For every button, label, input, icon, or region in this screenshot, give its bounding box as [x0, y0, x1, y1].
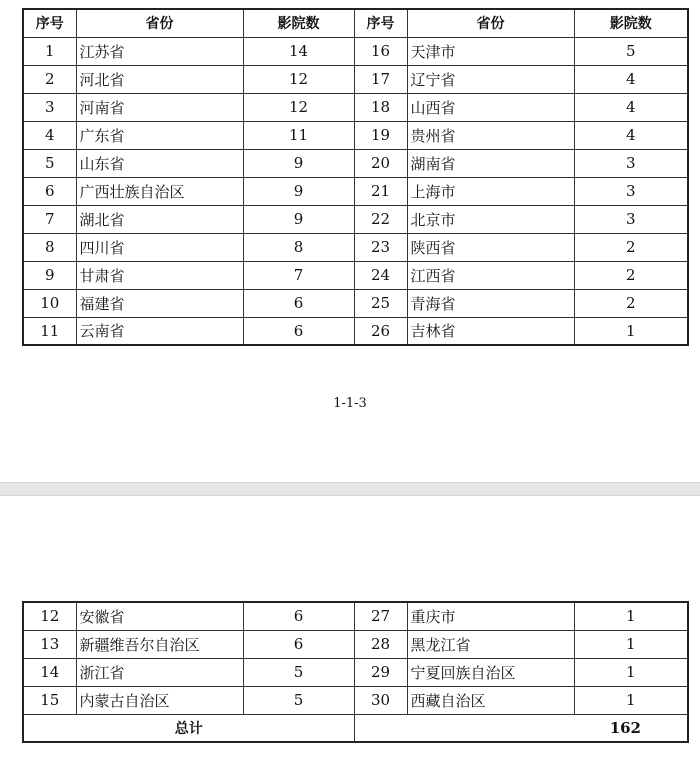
province-name: 黑龙江省	[407, 630, 574, 658]
row-number: 16	[354, 37, 407, 65]
row-number: 30	[354, 686, 407, 714]
cinema-count: 2	[574, 233, 688, 261]
province-name: 湖北省	[76, 205, 243, 233]
table-row	[23, 261, 688, 289]
province-name: 陕西省	[407, 233, 574, 261]
header-province-right: 省份	[407, 9, 574, 37]
province-name: 宁夏回族自治区	[407, 658, 574, 686]
table-row	[23, 93, 688, 121]
cinema-count: 1	[574, 686, 688, 714]
header-province-left: 省份	[76, 9, 243, 37]
table-header-row	[23, 9, 688, 37]
cinema-count: 3	[574, 205, 688, 233]
cinema-count: 9	[243, 205, 354, 233]
cinema-count: 4	[574, 65, 688, 93]
total-label: 总计	[23, 714, 354, 742]
cinema-count: 6	[243, 317, 354, 345]
row-number: 23	[354, 233, 407, 261]
row-number: 17	[354, 65, 407, 93]
province-name: 上海市	[407, 177, 574, 205]
province-name: 广西壮族自治区	[76, 177, 243, 205]
document-page-2	[0, 496, 700, 758]
row-number: 26	[354, 317, 407, 345]
table-row	[23, 658, 688, 686]
cinema-count: 6	[243, 630, 354, 658]
cinema-count: 12	[243, 65, 354, 93]
cinema-count: 1	[574, 658, 688, 686]
province-name: 吉林省	[407, 317, 574, 345]
table-row	[23, 177, 688, 205]
table-row	[23, 205, 688, 233]
row-number: 12	[23, 602, 76, 630]
province-name: 青海省	[407, 289, 574, 317]
row-number: 20	[354, 149, 407, 177]
cinema-count: 1	[574, 602, 688, 630]
row-number: 28	[354, 630, 407, 658]
province-name: 江西省	[407, 261, 574, 289]
page-separator	[0, 482, 700, 496]
province-name: 天津市	[407, 37, 574, 65]
header-no-left: 序号	[23, 9, 76, 37]
province-name: 河南省	[76, 93, 243, 121]
province-name: 贵州省	[407, 121, 574, 149]
row-number: 29	[354, 658, 407, 686]
row-number: 25	[354, 289, 407, 317]
table-row	[23, 65, 688, 93]
row-number: 7	[23, 205, 76, 233]
row-number: 11	[23, 317, 76, 345]
table-row	[23, 317, 688, 345]
total-value: 162	[354, 714, 688, 742]
cinema-count: 4	[574, 93, 688, 121]
province-name: 新疆维吾尔自治区	[76, 630, 243, 658]
province-name: 安徽省	[76, 602, 243, 630]
province-name: 内蒙古自治区	[76, 686, 243, 714]
province-name: 广东省	[76, 121, 243, 149]
cinema-count: 2	[574, 261, 688, 289]
cinema-count: 2	[574, 289, 688, 317]
cinema-count: 5	[243, 658, 354, 686]
cinema-count: 9	[243, 149, 354, 177]
province-name: 云南省	[76, 317, 243, 345]
cinema-count: 8	[243, 233, 354, 261]
cinema-count: 9	[243, 177, 354, 205]
table-row	[23, 37, 688, 65]
cinema-count: 1	[574, 317, 688, 345]
row-number: 15	[23, 686, 76, 714]
row-number: 1	[23, 37, 76, 65]
cinema-count: 5	[574, 37, 688, 65]
row-number: 19	[354, 121, 407, 149]
header-count-left: 影院数	[243, 9, 354, 37]
table-row	[23, 686, 688, 714]
province-name: 江苏省	[76, 37, 243, 65]
province-name: 四川省	[76, 233, 243, 261]
cinema-count: 6	[243, 602, 354, 630]
province-name: 福建省	[76, 289, 243, 317]
row-number: 14	[23, 658, 76, 686]
row-number: 3	[23, 93, 76, 121]
province-name: 湖南省	[407, 149, 574, 177]
province-name: 辽宁省	[407, 65, 574, 93]
table-row	[23, 121, 688, 149]
province-name: 西藏自治区	[407, 686, 574, 714]
table-row	[23, 602, 688, 630]
row-number: 8	[23, 233, 76, 261]
table-row	[23, 630, 688, 658]
row-number: 4	[23, 121, 76, 149]
province-name: 重庆市	[407, 602, 574, 630]
province-name: 山东省	[76, 149, 243, 177]
cinema-count: 7	[243, 261, 354, 289]
row-number: 13	[23, 630, 76, 658]
row-number: 18	[354, 93, 407, 121]
total-row	[23, 714, 688, 742]
cinema-count: 11	[243, 121, 354, 149]
cinema-count: 3	[574, 149, 688, 177]
cinema-table-part-2	[22, 601, 689, 743]
cinema-table-part-1	[22, 8, 689, 346]
row-number: 6	[23, 177, 76, 205]
row-number: 9	[23, 261, 76, 289]
row-number: 24	[354, 261, 407, 289]
page-number: 1-1-3	[333, 396, 367, 411]
header-count-right: 影院数	[574, 9, 688, 37]
cinema-count: 6	[243, 289, 354, 317]
province-name: 甘肃省	[76, 261, 243, 289]
table-row	[23, 233, 688, 261]
row-number: 2	[23, 65, 76, 93]
cinema-count: 12	[243, 93, 354, 121]
cinema-count: 4	[574, 121, 688, 149]
cinema-count: 5	[243, 686, 354, 714]
table-row	[23, 149, 688, 177]
cinema-count: 3	[574, 177, 688, 205]
row-number: 22	[354, 205, 407, 233]
province-name: 山西省	[407, 93, 574, 121]
row-number: 5	[23, 149, 76, 177]
province-name: 浙江省	[76, 658, 243, 686]
cinema-count: 14	[243, 37, 354, 65]
row-number: 27	[354, 602, 407, 630]
row-number: 10	[23, 289, 76, 317]
cinema-count: 1	[574, 630, 688, 658]
table-row	[23, 289, 688, 317]
row-number: 21	[354, 177, 407, 205]
header-no-right: 序号	[354, 9, 407, 37]
province-name: 河北省	[76, 65, 243, 93]
province-name: 北京市	[407, 205, 574, 233]
